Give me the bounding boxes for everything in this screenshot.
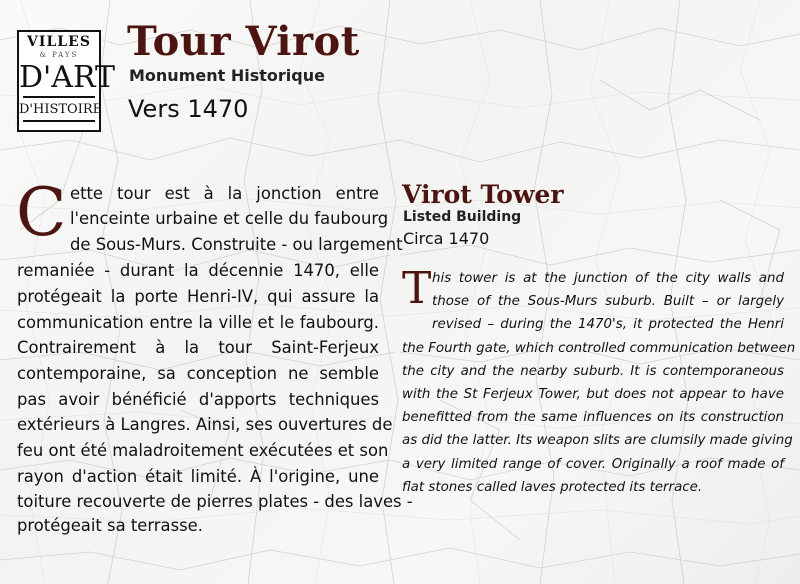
english-paragraph-line: benefitted from the same influences on its construction bbox=[402, 410, 784, 425]
logo-line-1: VILLES bbox=[27, 34, 91, 50]
english-paragraph-line: those of the Sous-Murs suburb. Built – or largely bbox=[432, 294, 784, 309]
french-dropcap: C bbox=[16, 174, 67, 251]
english-paragraph-line: the Fourth gate, which controlled communication between bbox=[402, 341, 796, 356]
villes-pays-art-histoire-logo bbox=[17, 30, 116, 132]
french-paragraph-line: contemporaine, sa conception ne semble bbox=[17, 364, 379, 383]
french-paragraph-line: extérieurs à Langres. Ainsi, ses ouvertures de bbox=[17, 415, 393, 434]
english-subtitle: Listed Building bbox=[403, 209, 522, 225]
english-title: Virot Tower bbox=[402, 180, 564, 209]
french-paragraph-line: toiture recouverte de pierres plates - des laves - bbox=[17, 492, 413, 511]
french-paragraph-line: remaniée - durant la décennie 1470, elle bbox=[17, 261, 379, 280]
english-paragraph-line: revised – during the 1470's, it protected the Henri bbox=[432, 317, 784, 332]
english-date: Circa 1470 bbox=[403, 229, 490, 248]
english-paragraph-line: flat stones called laves protected its terrace. bbox=[402, 480, 703, 495]
french-paragraph-line: Contrairement à la tour Saint-Ferjeux bbox=[17, 338, 379, 357]
french-date: Vers 1470 bbox=[128, 95, 249, 123]
english-dropcap: T bbox=[402, 263, 432, 314]
logo-line-4: D'HISTOIRE bbox=[19, 102, 103, 117]
french-title: Tour Virot bbox=[127, 18, 360, 65]
french-paragraph-line: pas avoir bénéficié d'apports techniques bbox=[17, 390, 379, 409]
french-paragraph-line: feu ont été maladroitement exécutées et son bbox=[17, 441, 389, 460]
french-paragraph-line: l'enceinte urbaine et celle du faubourg bbox=[70, 209, 389, 228]
english-paragraph-line: with the St Ferjeux Tower, but does not appear to have bbox=[402, 387, 784, 402]
french-paragraph-line: communication entre la ville et le faubourg. bbox=[17, 313, 379, 332]
english-paragraph-line: his tower is at the junction of the city walls and bbox=[432, 271, 784, 286]
french-paragraph-line: ette tour est à la jonction entre bbox=[70, 184, 379, 203]
logo-divider bbox=[23, 96, 95, 98]
french-paragraph-line: de Sous-Murs. Construite - ou largement bbox=[70, 235, 403, 254]
french-paragraph-line: rayon d'action était limité. À l'origine, une bbox=[17, 467, 379, 486]
english-paragraph-line: as did the latter. Its weapon slits are clumsily made giving bbox=[402, 433, 793, 448]
french-paragraph-line: protégeait la porte Henri-IV, qui assure la bbox=[17, 287, 379, 306]
english-paragraph-line: the city and the nearby suburb. It is contemporaneous bbox=[402, 364, 784, 379]
logo-line-2: & PAYS bbox=[39, 51, 79, 59]
logo-line-3: D'ART bbox=[19, 60, 116, 95]
english-paragraph-line: a very limited range of cover. Originally a roof made of bbox=[402, 457, 784, 472]
french-subtitle: Monument Historique bbox=[129, 66, 325, 85]
french-paragraph-line: protégeait sa terrasse. bbox=[17, 516, 203, 535]
logo-divider bbox=[23, 120, 95, 122]
